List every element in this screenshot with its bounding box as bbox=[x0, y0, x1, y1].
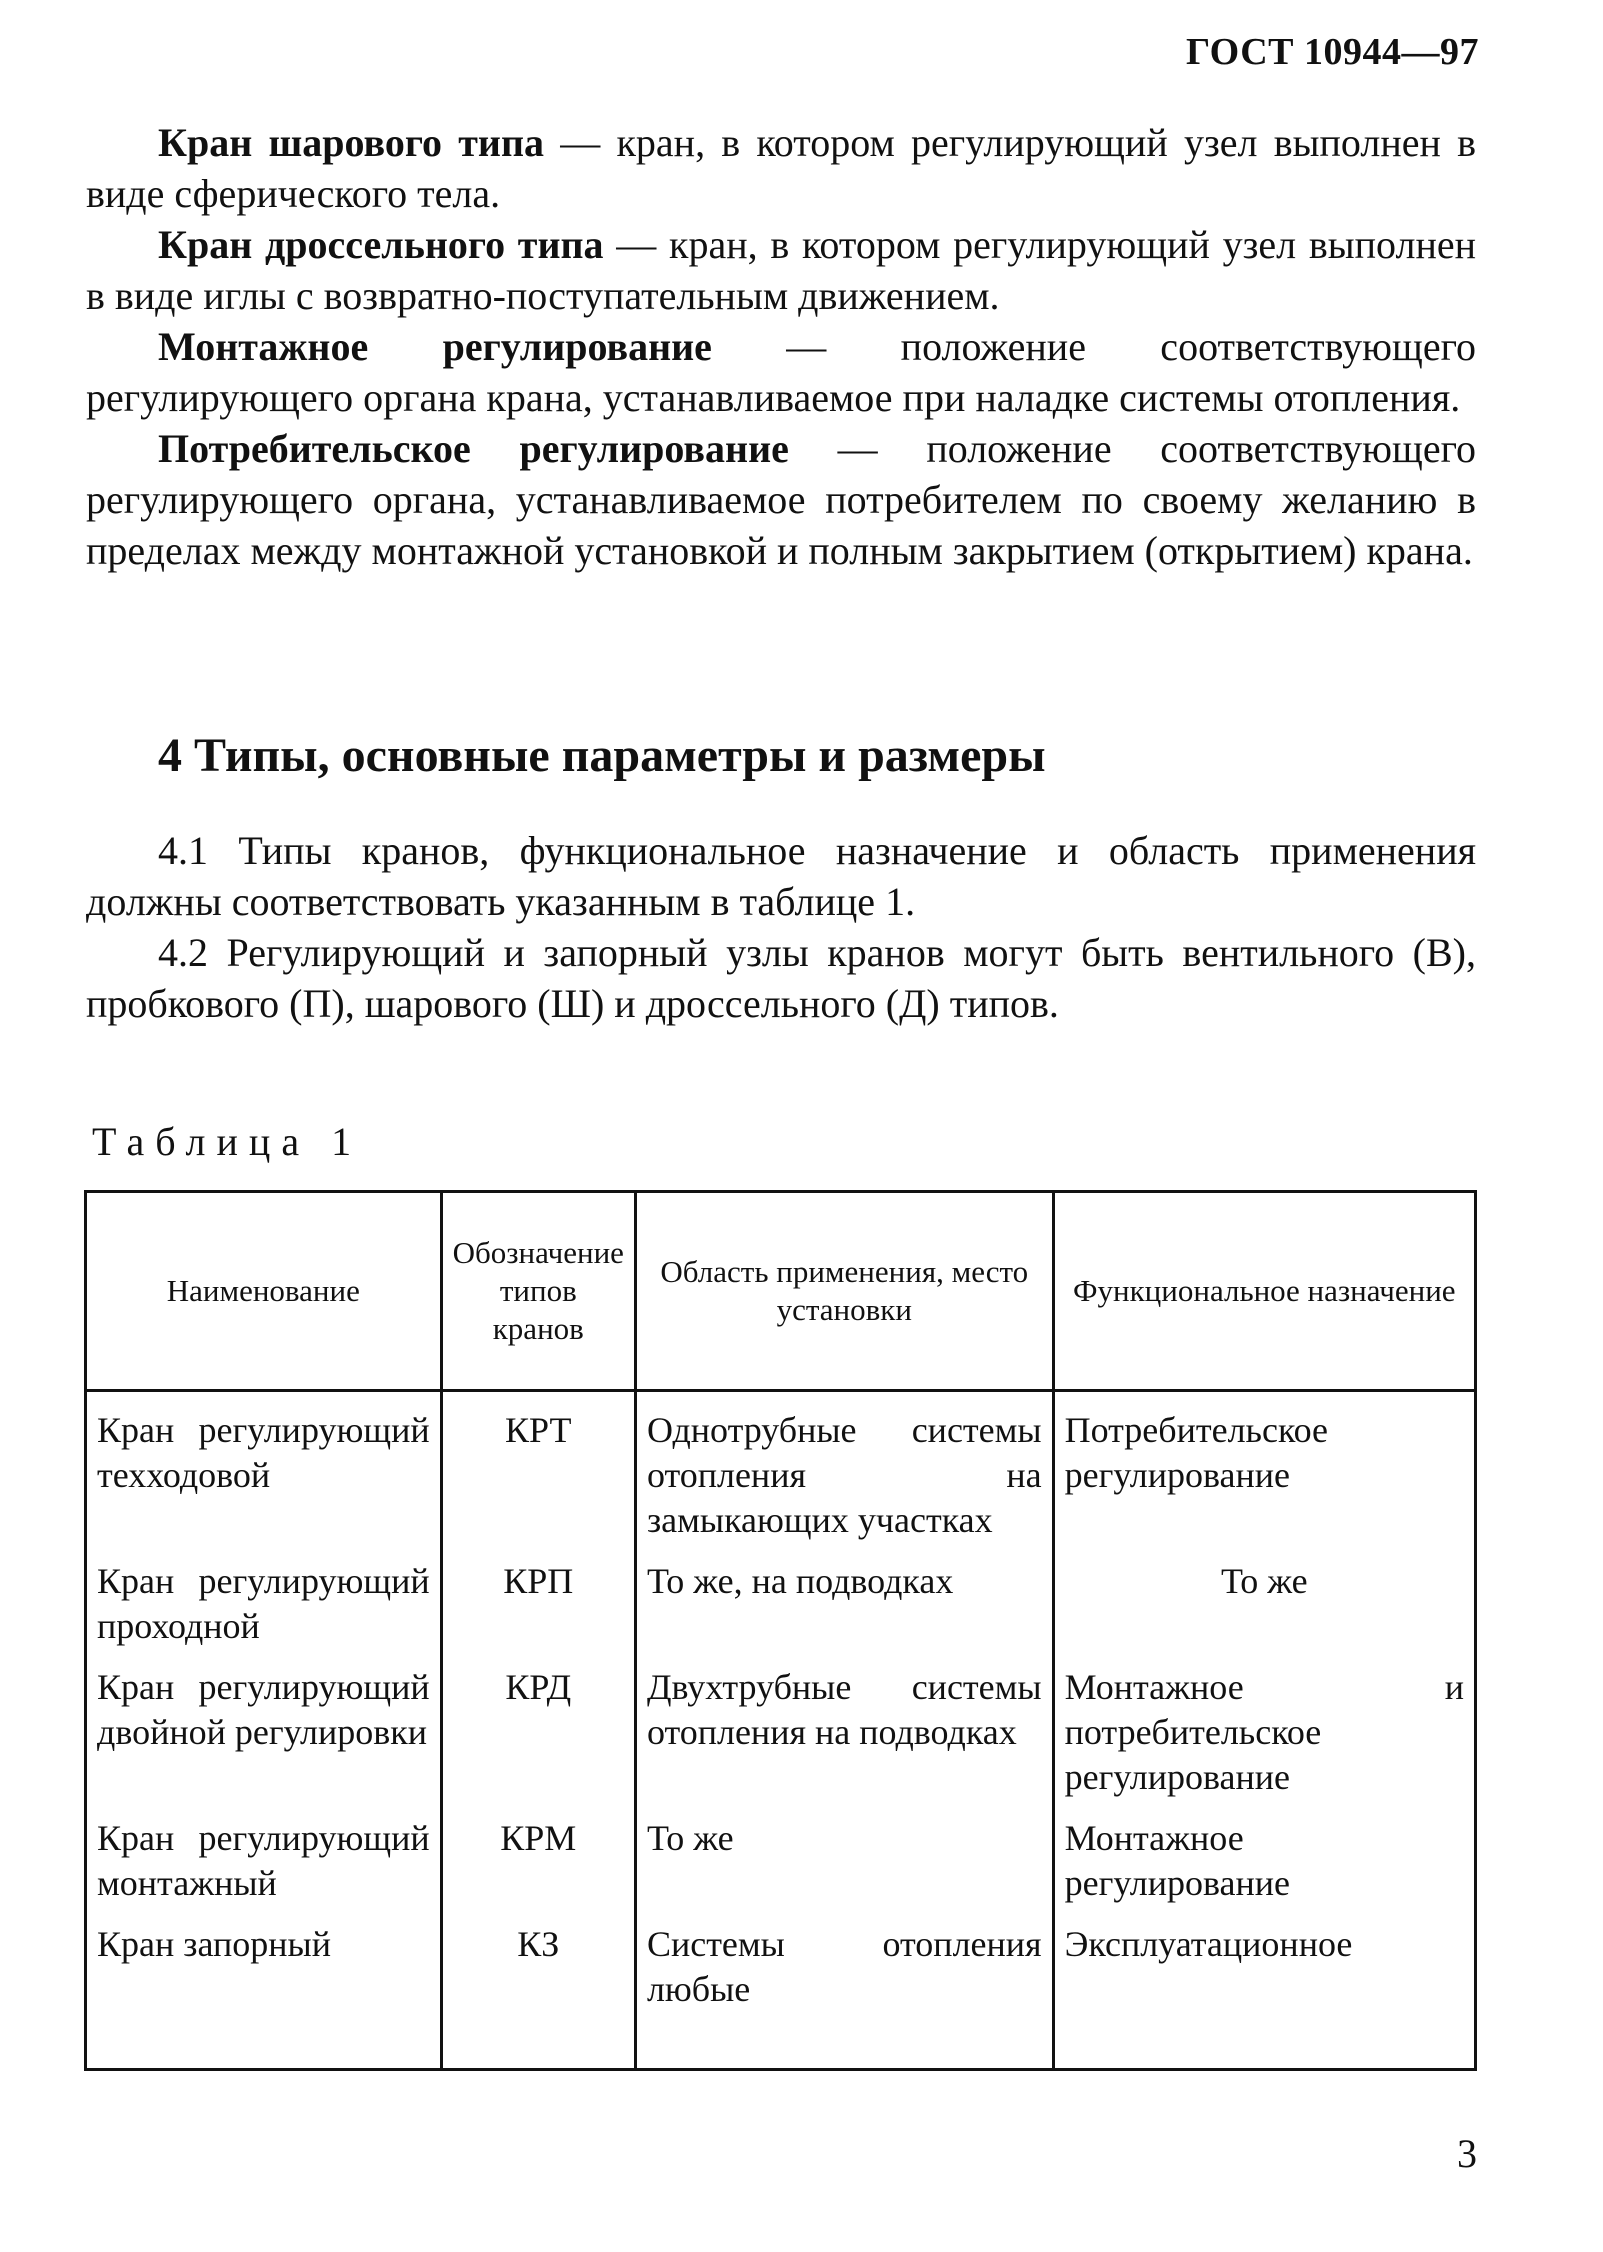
cell-designation: КРД bbox=[441, 1665, 635, 1816]
page-number: 3 bbox=[1457, 2131, 1477, 2176]
definition-text: кран, в котором регулирующий узел выполнен в виде сферического тела. bbox=[86, 120, 1476, 216]
header-name: Наименование bbox=[86, 1192, 442, 1391]
cell-name: Кран регулирующий двойной регулировки bbox=[86, 1665, 442, 1816]
definition-paragraph bbox=[86, 219, 1476, 321]
definition-dash: — bbox=[711, 324, 901, 369]
definition-dash: — bbox=[544, 120, 617, 165]
definition-paragraph bbox=[86, 117, 1476, 219]
definition-text: положение соответствующего регулирующего органа крана, устанавливаемое при наладке системы отопления. bbox=[86, 324, 1476, 420]
cell-name: Кран регулирующий монтажный bbox=[86, 1816, 442, 1922]
definitions-block bbox=[86, 117, 1476, 576]
cell-application: Двухтрубные системы отопления на подводках bbox=[635, 1665, 1053, 1816]
header-designation: Обозначение типов кранов bbox=[441, 1192, 635, 1391]
cell-name: Кран запорный bbox=[86, 1922, 442, 2070]
definition-text: кран, в котором регулирующий узел выполнен в виде иглы с возвратно-поступательным движением. bbox=[86, 222, 1477, 318]
cell-application: То же bbox=[635, 1816, 1053, 1922]
cell-application: То же, на подводках bbox=[635, 1559, 1053, 1665]
document-id-header: ГОСТ 10944—97 bbox=[1185, 31, 1479, 73]
header-application: Область применения, место установки bbox=[635, 1192, 1053, 1391]
table-header-row bbox=[86, 1192, 1476, 1391]
definition-paragraph bbox=[86, 321, 1476, 423]
definition-paragraph bbox=[86, 423, 1476, 576]
definition-term: Кран дроссельного типа bbox=[158, 222, 604, 267]
header-function: Функциональное назначение bbox=[1053, 1192, 1475, 1391]
definition-term: Монтажное регулирование bbox=[158, 324, 712, 369]
definition-term: Потребительское регулирование bbox=[158, 426, 789, 471]
table-caption: Таблица 1 bbox=[92, 1119, 363, 1164]
section-title: 4 Типы, основные параметры и размеры bbox=[158, 729, 1046, 782]
cell-designation: КРТ bbox=[441, 1391, 635, 1560]
cell-function: Эксплуатационное bbox=[1053, 1922, 1475, 2070]
definition-text: положение соответствующего регулирующего органа, устанавливаемое потребителем по своему желанию в пределах между монтажной установкой и полным закрытием (открытием) крана. bbox=[86, 426, 1476, 573]
table-row bbox=[86, 1559, 1476, 1665]
section-paragraph: 4.2 Регулирующий и запорный узлы кранов могут быть вентильного (В), пробкового (П), шарового (Ш) и дроссельного (Д) типов. bbox=[86, 930, 1476, 1026]
cell-name: Кран регулирующий проходной bbox=[86, 1559, 442, 1665]
definition-dash: — bbox=[603, 222, 670, 267]
cell-designation: КЗ bbox=[441, 1922, 635, 2070]
definition-term: Кран шарового типа bbox=[158, 120, 545, 165]
cell-function: Монтажное и потребительское регулирование bbox=[1053, 1665, 1475, 1816]
cell-application: Системы отопления любые bbox=[635, 1922, 1053, 2070]
cell-name: Кран регулирующий техходовой bbox=[86, 1391, 442, 1560]
definition-dash: — bbox=[788, 426, 927, 471]
cell-function: Монтажное регулирование bbox=[1053, 1816, 1475, 1922]
cell-function: Потребительское регулирование bbox=[1053, 1391, 1475, 1560]
cell-designation: КРМ bbox=[441, 1816, 635, 1922]
table-row bbox=[86, 1922, 1476, 2070]
section-paragraph: 4.1 Типы кранов, функциональное назначение и область применения должны соответствовать указанным в таблице 1. bbox=[86, 828, 1476, 924]
table-row bbox=[86, 1665, 1476, 1816]
cell-function: То же bbox=[1053, 1559, 1475, 1665]
section-body bbox=[86, 825, 1476, 1029]
table-row bbox=[86, 1816, 1476, 1922]
cell-designation: КРП bbox=[441, 1559, 635, 1665]
cell-application: Однотрубные системы отопления на замыкающих участках bbox=[635, 1391, 1053, 1560]
types-table bbox=[84, 1190, 1477, 2071]
table-row bbox=[86, 1391, 1476, 1560]
